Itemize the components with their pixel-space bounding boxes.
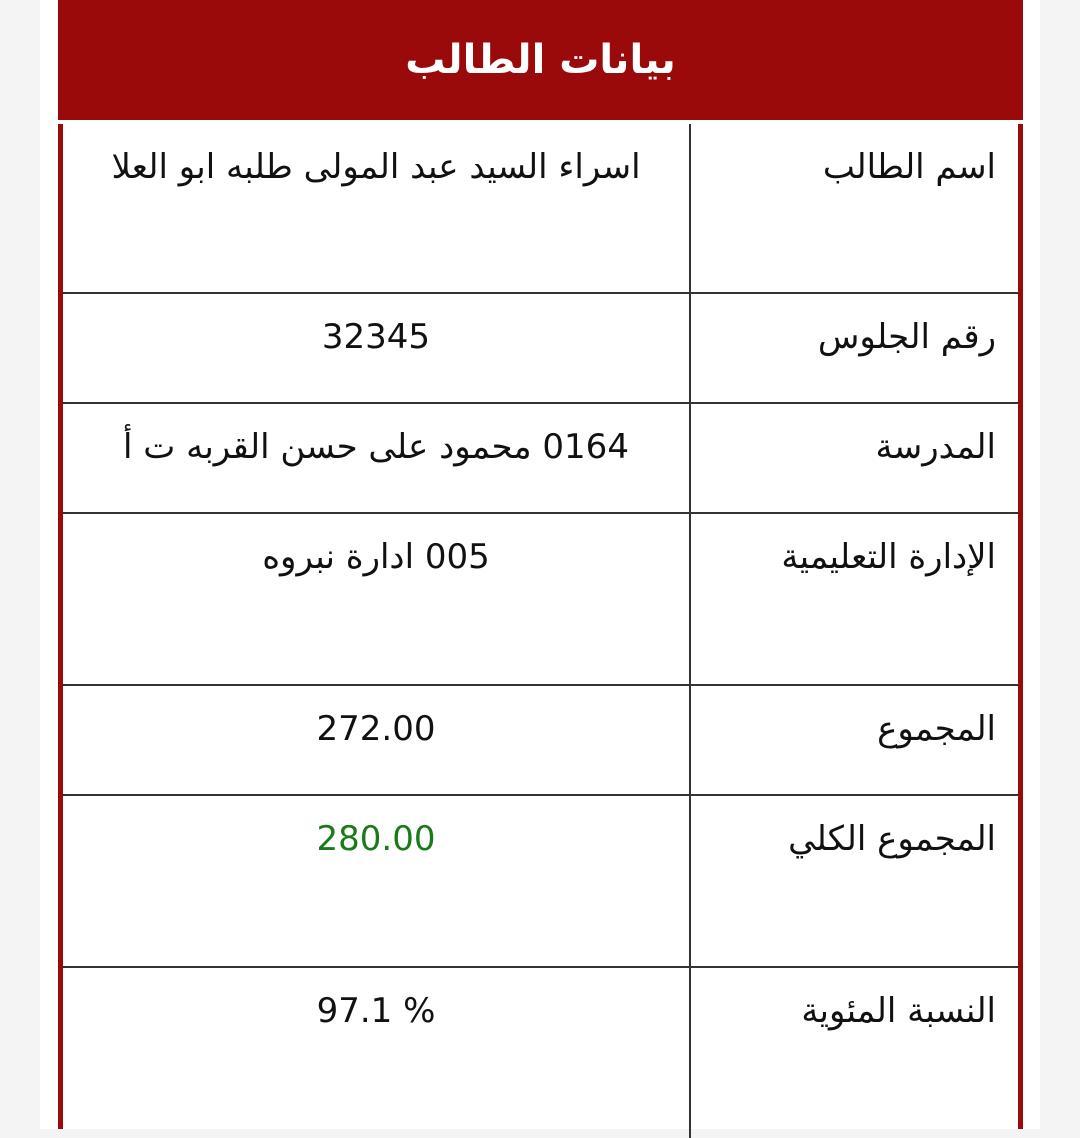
table-row-percentage xyxy=(63,967,1018,1138)
student-name-value: اسراء السيد عبد المولى طلبه ابو العلا xyxy=(63,124,690,293)
table-row-student-name xyxy=(63,124,1018,293)
student-data-table xyxy=(63,124,1018,1138)
educational-administration-value: 005 ادارة نبروه xyxy=(63,513,690,685)
table-row-educational-administration xyxy=(63,513,1018,685)
seat-number-value: 32345 xyxy=(63,293,690,403)
grand-total-value: 280.00 xyxy=(63,795,690,967)
table-row-grand-total xyxy=(63,795,1018,967)
student-data-header xyxy=(58,0,1023,120)
percentage-value-text: 97.1 % xyxy=(316,991,436,1031)
table-row-total xyxy=(63,685,1018,795)
school-value: 0164 محمود على حسن القربه ت أ xyxy=(63,403,690,513)
percentage-value xyxy=(63,967,690,1138)
header-title: بيانات الطالب xyxy=(405,37,676,83)
table-row-school xyxy=(63,403,1018,513)
percentage-label: النسبة المئوية xyxy=(690,967,1018,1138)
student-name-label: اسم الطالب xyxy=(690,124,1018,293)
student-data-table-wrap xyxy=(58,124,1023,1129)
table-row-seat-number xyxy=(63,293,1018,403)
grand-total-label: المجموع الكلي xyxy=(690,795,1018,967)
educational-administration-label: الإدارة التعليمية xyxy=(690,513,1018,685)
school-label: المدرسة xyxy=(690,403,1018,513)
total-label: المجموع xyxy=(690,685,1018,795)
total-value: 272.00 xyxy=(63,685,690,795)
seat-number-label: رقم الجلوس xyxy=(690,293,1018,403)
